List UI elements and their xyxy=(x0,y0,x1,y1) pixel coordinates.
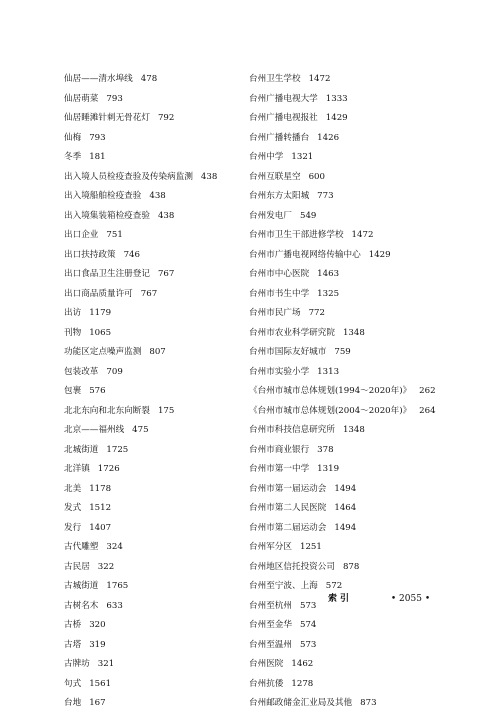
index-entry xyxy=(64,694,240,714)
index-term: 包装改革 xyxy=(64,366,99,377)
footer-page-number: • 2055 • xyxy=(390,594,431,604)
index-entry xyxy=(249,421,449,441)
index-entry xyxy=(249,70,449,90)
index-page-ref: 1179 xyxy=(89,308,112,318)
index-term: 出口扶持政策 xyxy=(64,249,116,260)
index-term: 北北东向和北东向断裂 xyxy=(64,405,150,416)
index-entry xyxy=(249,168,449,188)
index-term: 句式 xyxy=(64,678,82,689)
index-page-ref: 181 xyxy=(89,152,106,162)
index-page-ref: 1065 xyxy=(89,327,112,338)
index-term: 古塔 xyxy=(64,639,82,650)
index-entry xyxy=(64,187,240,207)
index-entry xyxy=(249,109,449,129)
index-entry xyxy=(64,441,240,461)
index-term: 台州广播转播台 xyxy=(249,132,310,143)
page-footer xyxy=(328,591,468,607)
index-entry xyxy=(64,285,240,305)
index-term: 台州卫生学校 xyxy=(249,74,301,84)
index-term: 包裹 xyxy=(64,386,82,396)
index-entry xyxy=(64,597,240,617)
index-page-ref: 878 xyxy=(342,561,360,572)
index-entry xyxy=(249,694,449,714)
index-entry xyxy=(249,480,449,500)
index-page-ref: 572 xyxy=(325,581,343,591)
index-page-ref: 1319 xyxy=(317,464,340,474)
index-page-ref: 1429 xyxy=(325,113,348,123)
index-entry xyxy=(249,519,449,539)
index-page-ref: 378 xyxy=(317,444,334,455)
index-page-ref: 475 xyxy=(132,425,149,435)
index-page-ref: 438 xyxy=(157,210,175,221)
index-term: 台州至金华 xyxy=(249,620,292,630)
index-term: 台州市第一届运动会 xyxy=(249,483,327,494)
index-entry xyxy=(249,655,449,675)
index-term: 刊物 xyxy=(64,327,82,338)
index-page-ref: 1333 xyxy=(325,93,348,104)
index-page-ref: 1472 xyxy=(351,230,374,240)
index-page-ref: 1725 xyxy=(106,444,129,455)
index-entry xyxy=(249,207,449,227)
index-entry xyxy=(249,265,449,285)
index-term: 台州市广播电视网络传输中心 xyxy=(249,249,361,260)
index-entry xyxy=(64,129,240,149)
index-term: 台州市科技信息研究所 xyxy=(249,425,335,435)
index-entry xyxy=(249,538,449,558)
index-page-ref: 576 xyxy=(89,386,106,396)
index-term: 古代雕塑 xyxy=(64,542,99,552)
index-term: 北京——福州线 xyxy=(64,425,125,435)
index-term: 台州邮政储金汇业局及其他 xyxy=(249,698,353,708)
index-page-ref: 478 xyxy=(140,74,158,84)
index-entry xyxy=(249,675,449,695)
index-term: 台州市民广场 xyxy=(249,308,301,318)
index-page-ref: 573 xyxy=(299,639,317,650)
index-page-ref: 1313 xyxy=(317,366,340,377)
index-page-ref: 1348 xyxy=(342,327,365,338)
index-page-ref: 1494 xyxy=(334,483,357,494)
index-page-ref: 600 xyxy=(308,171,325,182)
index-term: 台州东方太阳城 xyxy=(249,191,310,201)
index-term: 仙居萌菜 xyxy=(64,93,99,104)
index-page-ref: 1462 xyxy=(291,659,314,669)
index-page-ref: 1561 xyxy=(89,678,112,689)
index-term: 出入境集装箱检疫查验 xyxy=(64,210,150,221)
index-page-ref: 574 xyxy=(299,620,317,630)
index-entry xyxy=(64,70,240,90)
index-page-ref: 1494 xyxy=(334,522,357,533)
index-term: 台州市农业科学研究院 xyxy=(249,327,335,338)
index-term: 北洋镇 xyxy=(64,464,90,474)
index-term: 出口企业 xyxy=(64,230,99,240)
index-page-ref: 807 xyxy=(149,347,166,357)
index-page-ref: 438 xyxy=(149,191,166,201)
index-term: 台州至杭州 xyxy=(249,600,292,611)
index-page-ref: 1429 xyxy=(368,249,391,260)
index-entry xyxy=(249,285,449,305)
index-term: 古树名木 xyxy=(64,600,99,611)
index-page-ref: 321 xyxy=(97,659,115,669)
index-entry xyxy=(64,480,240,500)
index-term: 古牌坊 xyxy=(64,659,90,669)
index-page-ref: 1472 xyxy=(308,74,331,84)
index-term: 古城街道 xyxy=(64,581,99,591)
index-term: 台州广播电视大学 xyxy=(249,93,318,104)
index-term: 台州医院 xyxy=(249,659,284,669)
index-term: 台州地区信托投资公司 xyxy=(249,561,335,572)
index-term: 发行 xyxy=(64,522,82,533)
index-entry xyxy=(64,226,240,246)
index-entry xyxy=(64,148,240,168)
index-entry xyxy=(249,129,449,149)
index-page-ref: 772 xyxy=(308,308,325,318)
index-entry xyxy=(64,363,240,383)
index-entry xyxy=(249,460,449,480)
index-entry xyxy=(249,499,449,519)
index-entry xyxy=(64,421,240,441)
index-page-ref: 1178 xyxy=(89,483,112,494)
index-entry xyxy=(64,382,240,402)
index-entry xyxy=(249,441,449,461)
index-page-ref: 1464 xyxy=(334,503,357,513)
index-term: 台州市商业银行 xyxy=(249,444,310,455)
index-entry xyxy=(64,207,240,227)
index-entry xyxy=(64,343,240,363)
index-page-ref: 773 xyxy=(317,191,334,201)
index-term: 台州市第二人民医院 xyxy=(249,503,327,513)
index-entry xyxy=(249,304,449,324)
index-term: 台地 xyxy=(64,698,82,708)
index-page-ref: 793 xyxy=(106,93,123,104)
index-page-ref: 767 xyxy=(157,269,175,279)
index-page-ref: 175 xyxy=(157,405,175,416)
index-page-ref: 322 xyxy=(97,561,115,572)
index-term: 出入境船舶检疫查验 xyxy=(64,191,142,201)
index-entry xyxy=(249,148,449,168)
index-entry xyxy=(249,324,449,344)
index-term: 台州中学 xyxy=(249,152,284,162)
index-page-ref: 573 xyxy=(299,600,317,611)
index-term: 古民居 xyxy=(64,561,90,572)
index-term: 仙居睡滩针刺无骨花灯 xyxy=(64,113,150,123)
index-term: 北美 xyxy=(64,483,82,494)
index-term: 台州市中心医院 xyxy=(249,269,310,279)
index-entry xyxy=(64,499,240,519)
index-term: 仙居——清水埠线 xyxy=(64,74,133,84)
index-entry xyxy=(64,304,240,324)
index-entry xyxy=(249,382,449,402)
index-term: 出入境人员检疫查验及传染病监测 xyxy=(64,171,193,182)
index-term: 台州市实验小学 xyxy=(249,366,310,377)
index-page-ref: 1426 xyxy=(317,132,340,143)
index-term: 台州至宁波、上海 xyxy=(249,581,318,591)
index-entry xyxy=(64,109,240,129)
index-page-ref: 793 xyxy=(89,132,106,143)
index-page-ref: 1348 xyxy=(342,425,365,435)
index-page-ref: 633 xyxy=(106,600,123,611)
index-entry xyxy=(64,519,240,539)
index-term: 台州市卫生干部进修学校 xyxy=(249,230,344,240)
index-page-ref: 1278 xyxy=(291,678,314,689)
index-entry xyxy=(64,460,240,480)
index-page-ref: 746 xyxy=(123,249,140,260)
index-page-ref: 759 xyxy=(334,347,351,357)
index-page-ref: 324 xyxy=(106,542,123,552)
index-term: 发式 xyxy=(64,503,82,513)
index-page-ref: 767 xyxy=(140,288,158,299)
index-page-ref: 1251 xyxy=(299,542,322,552)
index-term: 仙梅 xyxy=(64,132,82,143)
index-term: 台州广播电视报社 xyxy=(249,113,318,123)
index-term: 出访 xyxy=(64,308,82,318)
index-page-ref: 438 xyxy=(200,171,218,182)
index-page-ref: 1512 xyxy=(89,503,112,513)
index-page-ref: 873 xyxy=(360,698,377,708)
index-term: 台州至温州 xyxy=(249,639,292,650)
index-entry xyxy=(64,616,240,636)
index-entry xyxy=(249,363,449,383)
index-entry xyxy=(249,226,449,246)
index-term: 台州市国际友好城市 xyxy=(249,347,327,357)
index-page-ref: 751 xyxy=(106,230,123,240)
index-column-left xyxy=(64,70,240,714)
index-term: 台州发电厂 xyxy=(249,210,292,221)
index-page-ref: 709 xyxy=(106,366,123,377)
index-column-right xyxy=(249,70,449,714)
index-entry xyxy=(64,675,240,695)
index-page-ref: 1463 xyxy=(317,269,340,279)
index-entry xyxy=(249,246,449,266)
index-entry xyxy=(249,616,449,636)
index-entry xyxy=(64,636,240,656)
index-term: 台州市第一中学 xyxy=(249,464,310,474)
index-entry xyxy=(249,90,449,110)
index-page-ref: 1407 xyxy=(89,522,112,533)
index-entry xyxy=(64,168,240,188)
index-term: 出口食品卫生注册登记 xyxy=(64,269,150,279)
index-entry xyxy=(64,577,240,597)
index-page-ref: 262 xyxy=(419,386,436,396)
index-entry xyxy=(249,187,449,207)
index-page-ref: 264 xyxy=(419,405,436,416)
index-term: 台州市书生中学 xyxy=(249,288,310,299)
index-entry xyxy=(64,655,240,675)
index-term: 北城街道 xyxy=(64,444,99,455)
index-term: 台州抗倭 xyxy=(249,678,284,689)
index-term: 台州互联星空 xyxy=(249,171,301,182)
index-page-ref: 1765 xyxy=(106,581,129,591)
index-entry xyxy=(64,265,240,285)
index-entry xyxy=(64,246,240,266)
index-entry xyxy=(64,402,240,422)
footer-section-label: 索引 xyxy=(328,594,353,604)
index-term: 《台州市城市总体规划(2004～2020年)》 xyxy=(249,405,412,416)
index-term: 古桥 xyxy=(64,620,82,630)
index-term: 台州市第二届运动会 xyxy=(249,522,327,533)
index-entry xyxy=(249,636,449,656)
index-page-ref: 792 xyxy=(157,113,175,123)
index-term: 冬季 xyxy=(64,152,82,162)
index-entry xyxy=(249,558,449,578)
index-entry xyxy=(64,538,240,558)
index-term: 出口商品质量许可 xyxy=(64,288,133,299)
index-entry xyxy=(64,90,240,110)
index-page-ref: 167 xyxy=(89,698,106,708)
index-page-ref: 319 xyxy=(89,639,106,650)
index-page-ref: 1325 xyxy=(317,288,340,299)
index-entry xyxy=(249,402,449,422)
index-entry xyxy=(64,324,240,344)
index-term: 《台州市城市总体规划(1994～2020年)》 xyxy=(249,386,412,396)
index-page-ref: 549 xyxy=(299,210,317,221)
index-page-ref: 1726 xyxy=(97,464,120,474)
index-entry xyxy=(64,558,240,578)
index-page-ref: 1321 xyxy=(291,152,314,162)
index-entry xyxy=(249,343,449,363)
index-term: 台州军分区 xyxy=(249,542,292,552)
index-page-ref: 320 xyxy=(89,620,106,630)
index-term: 功能区定点噪声监测 xyxy=(64,347,142,357)
